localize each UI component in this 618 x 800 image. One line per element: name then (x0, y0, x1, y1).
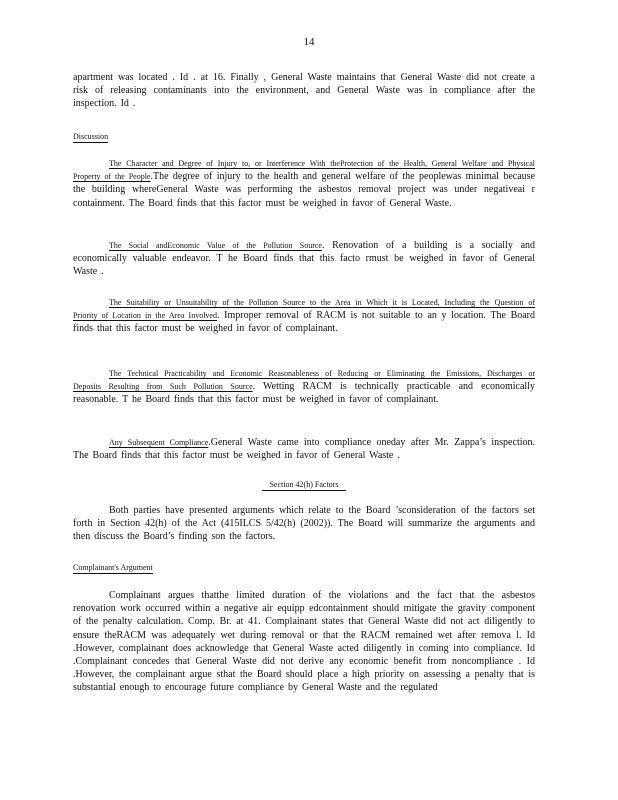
factor1-block (73, 157, 535, 210)
factor4-heading: The Technical Practicability and Economic Reasonableness of Reducing or Eliminating the Emissions, Discharges or Deposits Resulting from Such Pollution Source (73, 369, 535, 392)
factor2-heading: The Social andEconomic Value of the Pollution Source (109, 241, 322, 250)
intro-text: apartment was located . Id . at 16. Finally , General Waste maintains that General Waste did not create a risk of releasing contaminants into the environment, and General Waste was in compliance after the inspection. Id . (73, 72, 535, 110)
discussion-heading: Discussion (73, 132, 109, 141)
factor3-text: . Improper removal of RACM is not suitable to an y location. The Board finds that this factor must be weighed in favor of complainant. (73, 310, 536, 335)
factor1-text: .The degree of injury to the health and general welfare of the peoplewas minimal because the building whereGeneral Waste was performing the asbestos removal project was under negativeai r containment. The Board finds that this factor must be weighed in favor of General Waste. (73, 171, 535, 209)
section-heading: Section 42(h) Factors (262, 480, 347, 491)
factor4-text: . Wetting RACM is technically practicable and economically reasonable. T he Board finds that this factor must be weighed in favor of complainant. (73, 381, 535, 406)
section-text: Both parties have presented arguments which relate to the Board ’sconsideration of the factors set forth in Section 42(h) of the Act (415ILCS 5/42(h) (2002)). The Board will summarize the arguments and then discuss the Board’s finding son the factors. (73, 505, 535, 543)
complainant-paragraph (73, 589, 535, 695)
factor5-text: .General Waste came into compliance oneday after Mr. Zappa’s inspection. The Board finds that this factor must be weighed in favor of General Waste . (73, 437, 535, 462)
factor4-block (73, 367, 535, 407)
factor5-block (73, 436, 535, 462)
complainant-heading: Complainant's Argument (73, 563, 153, 572)
complainant-text: Complainant argues thatthe limited duration of the violations and the fact that the asbestos renovation work occurred within a negative air equipp edcontainment should mitigate the gravity component of the penalty calculation. Comp. Br. at 41. Complainant states that General Waste did not act diligently to ensure theRACM was adequately wet during removal or that the RACM remained wet after remova l. Id .However, complainant does acknowledge that General Waste acted diligently in coming into compliance. Id .Complainant concedes that General Waste did not derive any economic benefit from noncompliance . Id .However, the complainant argue sthat the Board should place a high priority on assessing a penalty that is substantial enough to encourage future compliance by General Waste and the regulated (73, 590, 535, 694)
discussion-heading-block (73, 130, 535, 143)
page-number: 14 (303, 36, 315, 48)
factor5-heading: Any Subsequent Compliance (109, 438, 209, 447)
section-heading-block (73, 478, 535, 491)
complainant-heading-block (73, 561, 535, 574)
factor1-heading: The Character and Degree of Injury to, or Interference With theProtection of the Health, General Welfare and Physical Property of the People (73, 159, 535, 182)
section-paragraph (73, 504, 535, 544)
factor2-block (73, 239, 535, 279)
factor3-heading: The Suitability or Unsuitability of the Pollution Source to the Area in Which it is Located, Including the Question of Priority of Location in the Area Involved (73, 298, 535, 321)
factor3-block (73, 296, 535, 336)
factor2-text: . Renovation of a building is a socially and economically valuable endeavor. T he Board finds that this facto rmust be weighed in favor of General Waste . (73, 240, 536, 278)
intro-paragraph (73, 71, 535, 111)
